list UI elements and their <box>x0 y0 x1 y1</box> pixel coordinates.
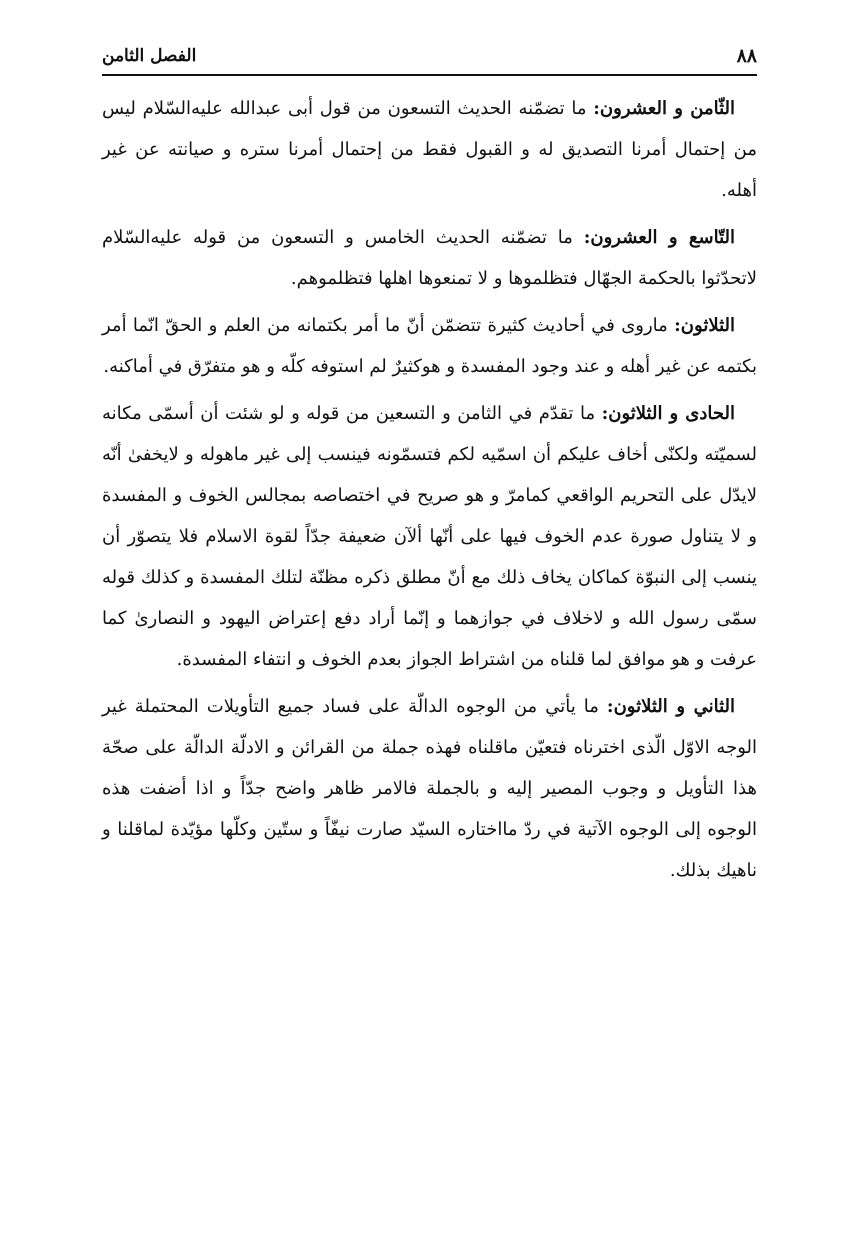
paragraph-lead: الثّامن و العشرون: <box>593 98 736 119</box>
paragraph-32 <box>102 686 757 891</box>
paragraph-lead: الثاني و الثلاثون: <box>606 696 736 717</box>
paragraph-text: ما تقدّم في الثامن و التسعين من قوله و لو شئت أن أسمّى مكانه لسميّته ولكنّى أخاف عليكم أن اسمّيه لكم فتسمّونه فينسب إلى غير ماهوله و لايخفىٰ أنّه لايدّل على التحريم الواقعي كمامرّ و هو صريح في اختصاصه بمجالس الخوف و المفسدة و لا يتناول صورة عدم الخوف فيها على أنّها ألآن ضعيفة جدّاً لقوة الاسلام فلا يتصوّر أن ينسب إلى النبوّة كماكان يخاف ذلك مع أنّ مطلق ذكره مظنّة لتلك المفسدة و كذلك قوله سمّى رسول الله و لاخلاف في جوازهما و إنّما أراد دفع إعتراض اليهود و النصارىٰ كما عرفت و هو موافق لما قلناه من اشتراط الجواز بعدم الخوف و انتفاء المفسدة. <box>102 403 757 670</box>
paragraph-30 <box>102 305 757 387</box>
paragraph-31 <box>102 393 757 680</box>
book-page <box>102 0 757 1235</box>
chapter-title: الفصل الثامن <box>102 46 197 66</box>
paragraph-29 <box>102 217 757 299</box>
paragraph-28 <box>102 88 757 211</box>
paragraph-lead: الحادى و الثلاثون: <box>601 403 735 424</box>
paragraph-text: ما تضمّنه الحديث التسعون من قول أبى عبدالله عليه‌السّلام ليس من إحتمال أمرنا التصديق له و القبول فقط من إحتمال أمرنا ستره و صيانته عن غير أهله. <box>102 98 757 201</box>
paragraph-lead: التّاسع و العشرون: <box>583 227 735 248</box>
page-number: ٨٨ <box>736 45 757 67</box>
paragraph-text: ماروى في أحاديث كثيرة تتضمّن أنّ ما أمر بكتمانه من العلم و الحقّ انّما أمر بكتمه عن غير أهله و عند وجود المفسدة و هوكثيرٌ لم استوفه كلّه و هو متفرّق في أماكنه. <box>102 315 757 377</box>
paragraph-text: ما يأتي من الوجوه الدالّة على فساد جميع التأويلات المحتملة غير الوجه الاوّل الّذى اخترناه فتعيّن ماقلناه فهذه جملة من القرائن و الادلّة الدالّة على صحّة هذا التأويل و وجوب المصير إليه و بالجملة فالامر ظاهر واضح جدّاً و اذا أضفت هذه الوجوه إلى الوجوه الآتية في ردّ مااختاره السيّد صارت نيفّاً و ستّين وكلّها مؤيّدة لماقلنا و ناهيك بذلك. <box>102 696 757 881</box>
paragraph-text: ما تضمّنه الحديث الخامس و التسعون من قوله عليه‌السّلام لاتحدّثوا بالحكمة الجهّال فتظلموها و لا تمنعوها اهلها فتظلموهم. <box>102 227 757 289</box>
running-header <box>102 38 757 76</box>
paragraph-lead: الثلاثون: <box>674 315 735 336</box>
page-body <box>102 88 757 897</box>
